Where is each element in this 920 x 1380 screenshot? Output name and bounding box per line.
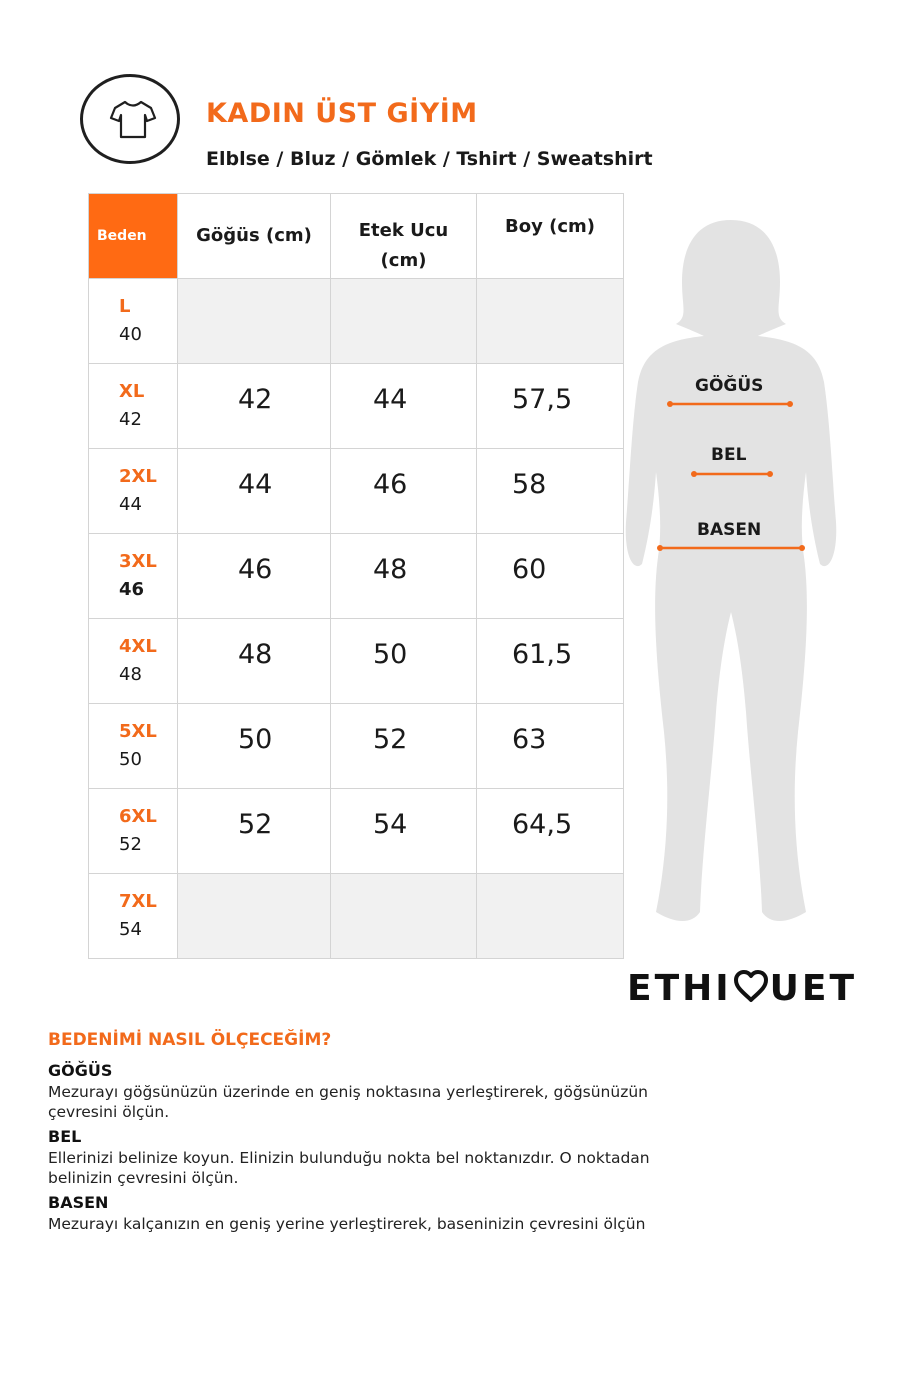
- column-header-beden: Beden: [89, 194, 178, 279]
- gogus-cell: 44: [178, 449, 331, 534]
- guide-text-basen: Mezurayı kalçanızın en geniş yerine yerleştirerek, baseninizin çevresini ölçün: [48, 1215, 646, 1233]
- gogus-cell: 52: [178, 789, 331, 874]
- gogus-measure-dot-right: [787, 401, 793, 407]
- boy-cell: 58: [477, 449, 624, 534]
- boy-cell: 61,5: [477, 619, 624, 704]
- boy-cell: 60: [477, 534, 624, 619]
- page-subtitle: Elblse / Bluz / Gömlek / Tshirt / Sweatshirt: [206, 148, 653, 170]
- guide-heading-gogus: GÖĞÜS: [48, 1061, 113, 1080]
- tshirt-icon: [109, 99, 157, 141]
- gogus-cell: [178, 874, 331, 959]
- etek-cell: 54: [331, 789, 477, 874]
- gogus-cell: [178, 279, 331, 364]
- boy-cell: [477, 874, 624, 959]
- size-cell: XL 42: [89, 364, 178, 449]
- gogus-cell: 50: [178, 704, 331, 789]
- basen-label: BASEN: [697, 520, 762, 540]
- table-row: [89, 874, 624, 959]
- boy-cell: [477, 279, 624, 364]
- brand-logo: ETHI UET: [627, 968, 858, 1009]
- guide-title: BEDENİMİ NASIL ÖLÇECEĞİM?: [48, 1030, 332, 1050]
- basen-measure-dot-left: [657, 545, 663, 551]
- etek-cell: 44: [331, 364, 477, 449]
- table-row: [89, 449, 624, 534]
- table-row: [89, 279, 624, 364]
- size-cell: 5XL 50: [89, 704, 178, 789]
- etek-cell: [331, 279, 477, 364]
- guide-heading-basen: BASEN: [48, 1193, 109, 1212]
- etek-cell: 48: [331, 534, 477, 619]
- etek-cell: 52: [331, 704, 477, 789]
- table-row: [89, 534, 624, 619]
- guide-heading-bel: BEL: [48, 1127, 82, 1146]
- bel-label: BEL: [711, 445, 747, 465]
- table-row: [89, 789, 624, 874]
- gogus-cell: 42: [178, 364, 331, 449]
- table-row: [89, 364, 624, 449]
- table-header-row: [89, 194, 624, 279]
- size-cell: 2XL 44: [89, 449, 178, 534]
- guide-text-bel: Ellerinizi belinize koyun. Elinizin bulunduğu nokta bel noktanızdır. O noktadan belinizin çevresini ölçün.: [48, 1149, 650, 1187]
- gogus-cell: 48: [178, 619, 331, 704]
- table-row: [89, 704, 624, 789]
- page-title: KADIN ÜST GİYİM: [206, 98, 478, 129]
- gogus-label: GÖĞÜS: [695, 376, 764, 396]
- tshirt-icon-circle: [80, 74, 180, 164]
- silhouette-shape: [626, 220, 837, 921]
- boy-cell: 57,5: [477, 364, 624, 449]
- column-header-boy: Boy (cm): [477, 194, 624, 279]
- guide-text-gogus: Mezurayı göğsünüzün üzerinde en geniş noktasına yerleştirerek, göğsünüzün çevresini ölçün.: [48, 1083, 648, 1121]
- gogus-cell: 46: [178, 534, 331, 619]
- column-header-etek: Etek Ucu (cm): [331, 194, 477, 279]
- column-header-gogus: Göğüs (cm): [178, 194, 331, 279]
- size-cell: 6XL 52: [89, 789, 178, 874]
- bel-measure-dot-left: [691, 471, 697, 477]
- body-silhouette: [616, 212, 846, 932]
- heart-icon: [733, 968, 769, 1004]
- table-row: [89, 619, 624, 704]
- measure-guide: [48, 1030, 708, 1238]
- size-cell: 7XL 54: [89, 874, 178, 959]
- etek-cell: 46: [331, 449, 477, 534]
- gogus-measure-dot-left: [667, 401, 673, 407]
- bel-measure-dot-right: [767, 471, 773, 477]
- etek-cell: 50: [331, 619, 477, 704]
- boy-cell: 64,5: [477, 789, 624, 874]
- size-table: [88, 193, 624, 959]
- size-cell: 4XL 48: [89, 619, 178, 704]
- etek-cell: [331, 874, 477, 959]
- size-cell: 3XL 46: [89, 534, 178, 619]
- boy-cell: 63: [477, 704, 624, 789]
- size-cell: L 40: [89, 279, 178, 364]
- basen-measure-dot-right: [799, 545, 805, 551]
